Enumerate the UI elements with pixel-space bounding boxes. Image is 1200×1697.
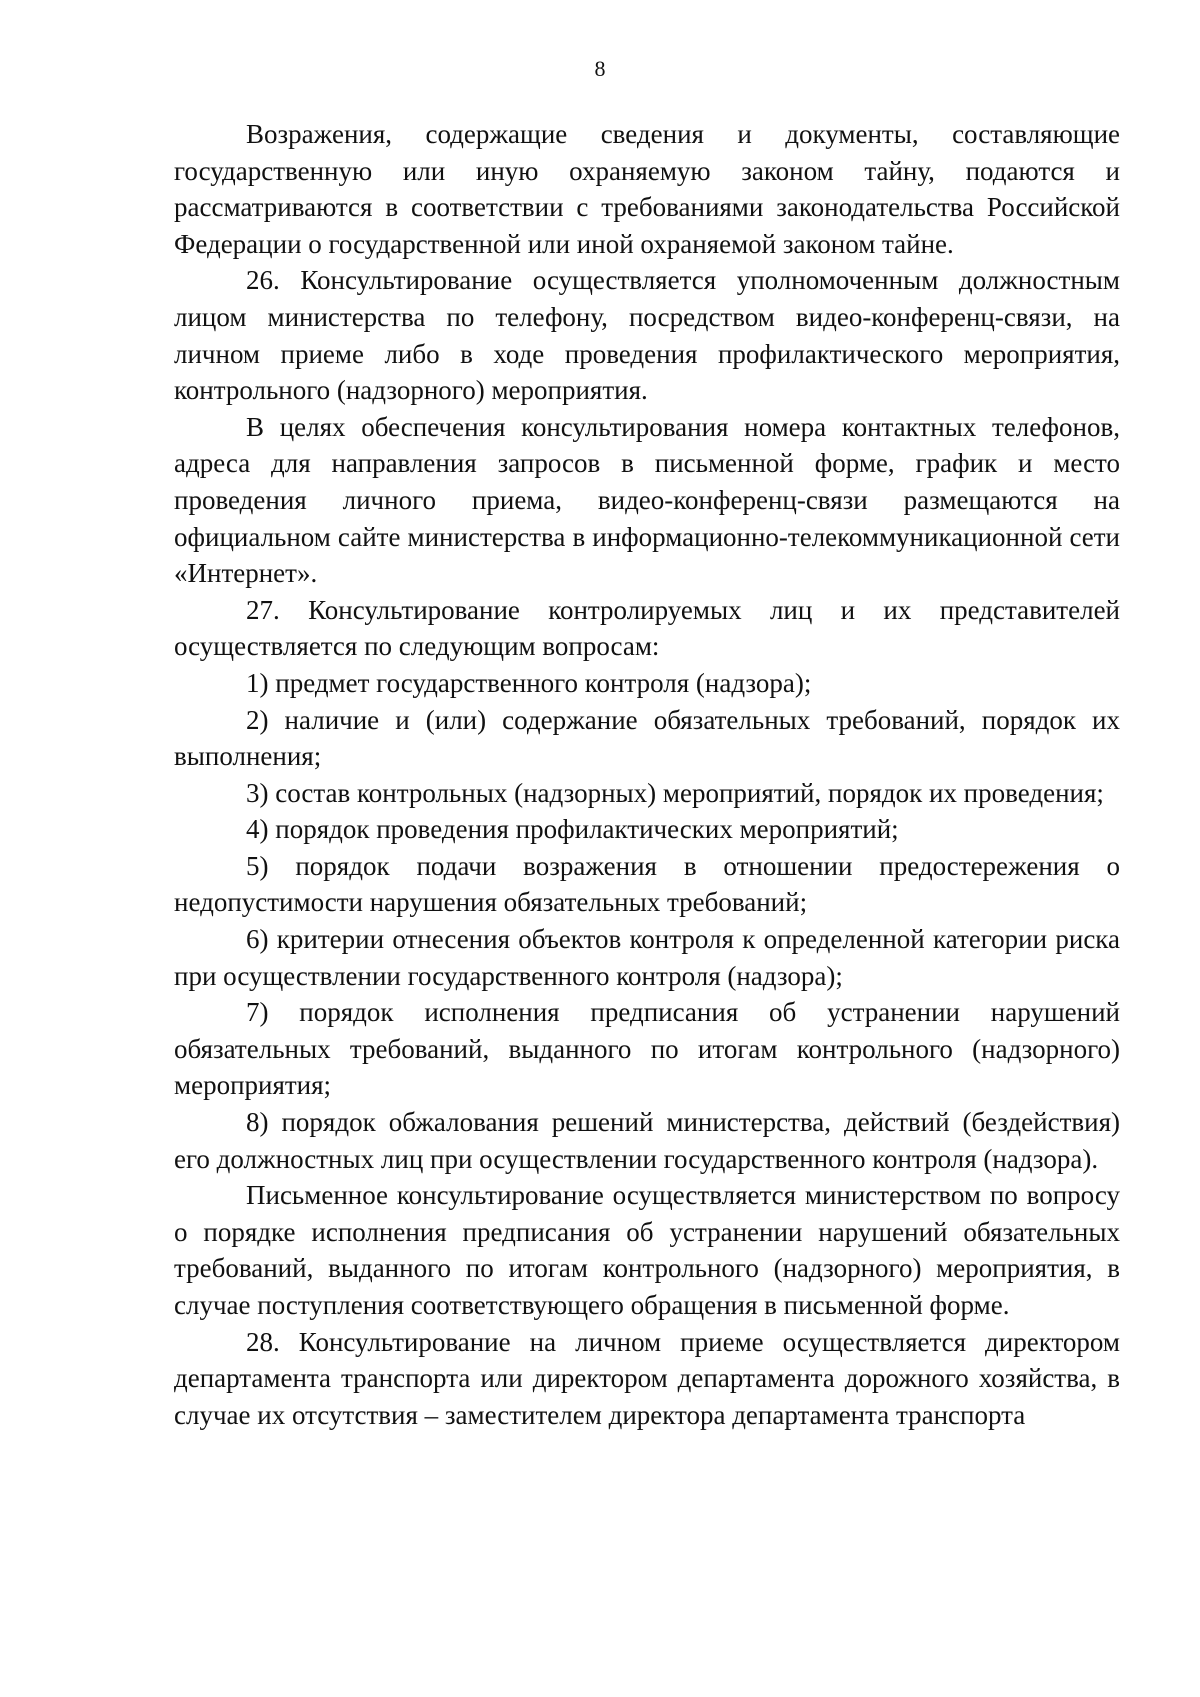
paragraph-27-consultation-topics: 27. Консультирование контролируемых лиц и их представителей осуществляется по следующим вопросам:	[174, 594, 1120, 662]
page-number: 8	[594, 56, 606, 81]
paragraph-objections-secrecy: Возражения, содержащие сведения и документы, составляющие государственную или иную охраняемую законом тайну, подаются и рассматриваются в соответствии с требованиями законодательства Российской Федерации о государственной или иной охраняемой законом тайне.	[174, 119, 1120, 259]
paragraph-consultation-contacts: В целях обеспечения консультирования номера контактных телефонов, адреса для направления запросов в письменной форме, график и место проведения личного приема, видео-конференц-связи размещаются на официальном сайте министерства в информационно-телекоммуникационной сети «Интернет».	[174, 411, 1120, 589]
paragraph-26-consultation: 26. Консультирование осуществляется уполномоченным должностным лицом министерства по телефону, посредством видео-конференц-связи, на личном приеме либо в ходе проведения профилактического мероприятия, контрольного (надзорного) мероприятия.	[174, 265, 1120, 406]
list-item-6: 6) критерии отнесения объектов контроля к определенной категории риска при осуществлении государственного контроля (надзора);	[174, 924, 1120, 991]
list-item-2: 2) наличие и (или) содержание обязательных требований, порядок их выполнения;	[174, 704, 1120, 772]
list-item-7: 7) порядок исполнения предписания об устранении нарушений обязательных требований, выданного по итогам контрольного (надзорного) мероприятия;	[174, 997, 1120, 1101]
list-item-1: 1) предмет государственного контроля (надзора);	[246, 667, 812, 698]
document-body	[174, 116, 1120, 1433]
paragraph-28-personal-reception: 28. Консультирование на личном приеме осуществляется директором департамента транспорта или директором департамента дорожного хозяйства, в случае их отсутствия – заместителем директора департамента транспорта	[174, 1326, 1120, 1430]
list-item-3: 3) состав контрольных (надзорных) мероприятий, порядок их проведения;	[246, 777, 1104, 808]
list-item-4: 4) порядок проведения профилактических мероприятий;	[246, 814, 899, 845]
list-item-8: 8) порядок обжалования решений министерства, действий (бездействия) его должностных лиц при осуществлении государственного контроля (надзора).	[174, 1107, 1120, 1174]
paragraph-written-consultation: Письменное консультирование осуществляется министерством по вопросу о порядке исполнения предписания об устранении нарушений обязательных требований, выданного по итогам контрольного (надзорного) мероприятия, в случае поступления соответствующего обращения в письменной форме.	[174, 1180, 1120, 1320]
list-item-5: 5) порядок подачи возражения в отношении предостережения о недопустимости нарушения обязательных требований;	[174, 850, 1120, 918]
